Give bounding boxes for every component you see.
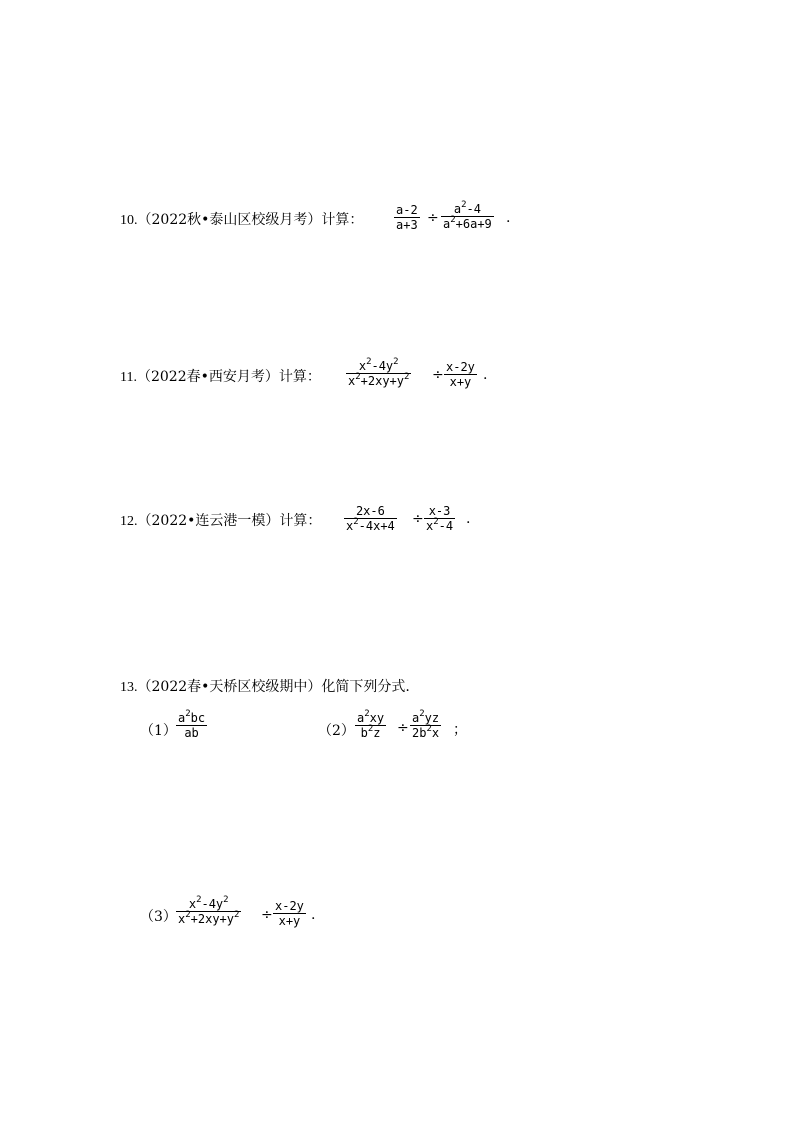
denominator [441,217,494,231]
denominator: ab [184,726,199,740]
term: +2xy+y [360,374,405,388]
term: z [373,726,381,740]
numerator: x-2y [446,360,475,374]
term: a [453,202,462,216]
part-1-label: （1） [140,723,177,739]
denominator: x+y [449,375,472,389]
denominator [355,726,386,740]
term: a [412,711,420,725]
exponent: 2 [364,709,370,719]
term: x [348,374,356,388]
period: . [483,367,488,383]
question-11-text [120,366,321,386]
exponent: 2 [234,910,240,920]
fraction [355,711,386,740]
term: yz [424,711,440,725]
divide-sign: ÷ [432,367,444,383]
numerator [441,202,494,216]
exponent: 2 [355,372,361,382]
term: a [178,711,186,725]
term: -4y [371,359,394,373]
divide-sign: ÷ [412,511,424,527]
numerator [346,359,411,373]
term: -4 [466,202,481,216]
exponent: 2 [426,724,432,734]
denominator [176,912,241,926]
exponent: 2 [353,517,359,527]
exponent: 2 [223,895,229,905]
part-2-label: （2） [318,723,355,739]
term: +6a+9 [455,217,492,231]
question-number: 11. [120,370,137,385]
term: 2b [412,726,427,740]
part-3-label: （3） [140,909,177,925]
denominator: a+3 [396,218,418,232]
exponent: 2 [366,357,372,367]
period: . [311,907,316,923]
denominator [344,519,397,533]
numerator [176,711,207,725]
denominator [424,519,455,533]
question-source: （2022•连云港一模）计算： [137,513,322,529]
fraction [176,711,207,740]
term: x [188,897,197,911]
term: a [443,217,451,231]
period: . [466,511,471,527]
question-source: （2022春•天桥区校级期中）化简下列分式. [137,679,410,695]
exponent: 2 [393,357,399,367]
divide-sign: ÷ [397,720,409,736]
question-number: 13. [120,680,138,695]
term: -4y [201,897,224,911]
term: x [346,519,354,533]
period: . [506,210,511,226]
term: xy [369,711,385,725]
divide-sign: ÷ [427,210,439,226]
numerator [410,711,441,725]
exponent: 2 [404,372,410,382]
question-source: （2022秋•泰山区校级月考）计算： [137,212,364,228]
exponent: 2 [419,709,425,719]
exponent: 2 [450,215,456,225]
term: b [360,726,368,740]
term: x [426,519,434,533]
fraction [444,360,477,389]
semicolon: ； [453,722,467,738]
numerator: x-2y [275,899,304,913]
term: a [357,711,365,725]
term: bc [190,711,206,725]
fraction [346,359,411,388]
term: x [178,912,186,926]
exponent: 2 [367,724,374,734]
fraction [410,711,441,740]
fraction [176,897,241,926]
exponent: 2 [461,200,467,210]
numerator: x-3 [428,504,451,518]
question-13-text [120,676,410,696]
denominator [410,726,441,740]
numerator: a-2 [396,203,418,217]
question-number: 12. [120,514,138,529]
fraction [344,504,397,533]
term: -4x+4 [358,519,395,533]
question-10-text [120,209,363,229]
numerator [355,711,386,725]
question-number: 10. [120,213,138,228]
term: -4 [438,519,454,533]
divide-sign: ÷ [261,907,273,923]
fraction [441,202,494,231]
term: +2xy+y [190,912,235,926]
denominator [346,374,411,388]
term: x [431,726,440,740]
numerator: 2x-6 [355,504,385,518]
fraction [394,203,420,232]
exponent: 2 [196,895,202,905]
fraction [273,899,306,928]
question-source: （2022春•西安月考）计算： [136,369,321,385]
fraction [424,504,455,533]
term: x [358,359,367,373]
exponent: 2 [185,709,191,719]
numerator [176,897,241,911]
exponent: 2 [433,517,439,527]
denominator: x+y [278,914,301,928]
exponent: 2 [185,910,191,920]
question-12-text [120,510,321,530]
